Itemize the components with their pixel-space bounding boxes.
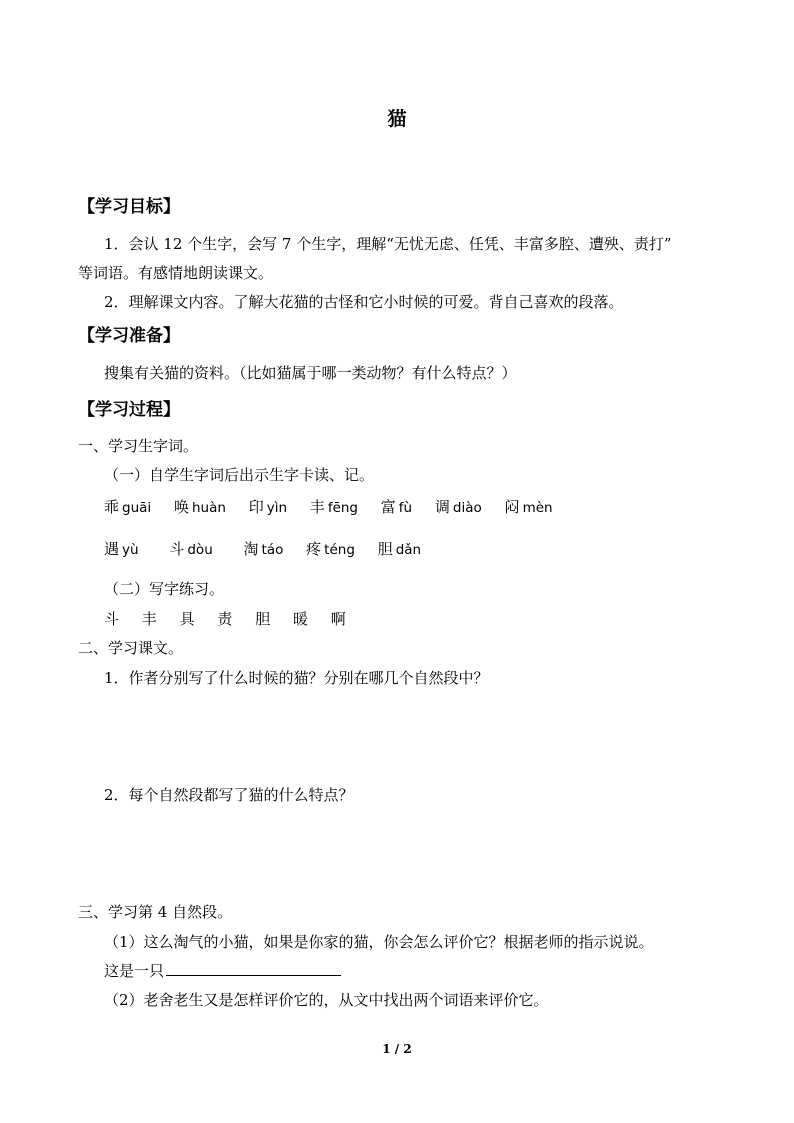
char-item: 斗 dòu (169, 540, 213, 558)
page-number: 1 / 2 (382, 1042, 412, 1056)
part3-question-2: （2）老舍老生又是怎样评价它的，从文中找出两个词语来评价它。 (104, 991, 549, 1009)
write-char: 暖 (292, 610, 308, 628)
goal-item-2: 2．理解课文内容。了解大花猫的古怪和它小时候的可爱。背自己喜欢的段落。 (104, 293, 624, 311)
char-item: 富 fù (380, 498, 413, 516)
write-char: 丰 (141, 610, 157, 628)
write-char: 具 (179, 610, 195, 628)
goal-item-1-line-1: 1．会认 12 个生字，会写 7 个生字，理解“无忧无虑、任凭、丰富多腔、遭殃、责打” (104, 235, 672, 253)
part2-question-1: 1．作者分别写了什么时候的猫？分别在哪几个自然段中？ (104, 669, 489, 687)
goal-item-1-line-2: 等词语。有感情地朗读课文。 (78, 264, 274, 282)
write-char: 责 (217, 610, 233, 628)
section-header-goals: 【学习目标】 (78, 197, 180, 217)
char-item: 胆 dǎn (377, 540, 422, 558)
section-header-prep: 【学习准备】 (78, 326, 180, 346)
char-item: 唤 huàn (173, 498, 226, 516)
char-item: 调 diào (434, 498, 482, 516)
char-item: 闷 mèn (504, 498, 553, 516)
fill-prefix: 这是一只 (104, 962, 165, 980)
page-title: 猫 (387, 108, 407, 130)
write-char: 斗 (104, 610, 120, 628)
part1-title: 一、学习生字词。 (78, 437, 199, 455)
part3-title: 三、学习第 4 自然段。 (78, 903, 233, 921)
section-header-process: 【学习过程】 (78, 400, 180, 420)
prep-text: 搜集有关猫的资料。（比如猫属于哪一类动物？有什么特点？） (104, 364, 517, 382)
char-row-1 (104, 496, 571, 517)
part2-question-2: 2．每个自然段都写了猫的什么特点？ (104, 786, 354, 804)
char-item: 丰 fēng (309, 498, 358, 516)
part1-sub2: （二）写字练习。 (104, 580, 225, 598)
char-item: 印 yìn (248, 498, 288, 516)
char-item: 遇 yù (104, 540, 139, 558)
part3-question-1: （1）这么淘气的小猫，如果是你家的猫，你会怎么评价它？根据老师的指示说说。 (104, 933, 654, 951)
write-char: 胆 (255, 610, 271, 628)
part2-title: 二、学习课文。 (78, 639, 184, 657)
part1-sub1: （一）自学生字词后出示生字卡读、记。 (104, 466, 375, 484)
char-row-2 (104, 538, 439, 559)
char-item: 淘 táo (243, 540, 284, 558)
char-item: 疼 téng (306, 540, 355, 558)
char-item: 乖 guāi (104, 498, 152, 516)
write-char: 啊 (330, 610, 346, 628)
part3-fill-line (104, 960, 341, 981)
write-chars-row (104, 608, 364, 629)
answer-blank[interactable] (166, 961, 341, 976)
